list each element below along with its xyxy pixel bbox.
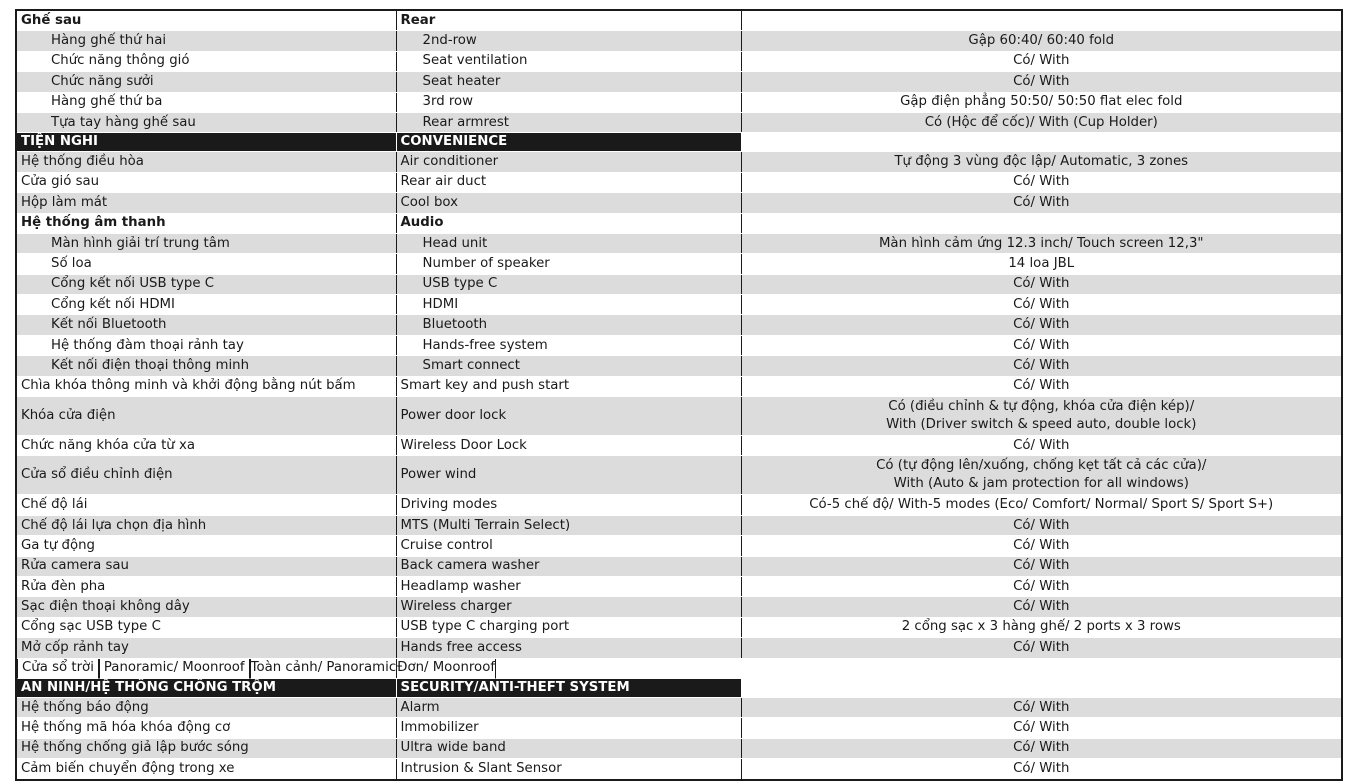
spec-label-en: Air conditioner bbox=[396, 152, 741, 172]
spec-label-en: Audio bbox=[396, 213, 741, 233]
spec-value: Có/ With bbox=[741, 536, 1342, 556]
spec-row bbox=[16, 172, 1342, 192]
spec-label-en: Seat ventilation bbox=[396, 51, 741, 71]
spec-label-en: Rear armrest bbox=[396, 112, 741, 132]
spec-row bbox=[16, 536, 1342, 556]
spec-label-vi: Khóa cửa điện bbox=[16, 397, 396, 436]
spec-label-vi: Ga tự động bbox=[16, 536, 396, 556]
spec-value-split bbox=[250, 659, 496, 679]
spec-row bbox=[16, 31, 1342, 51]
spec-value: Có/ With bbox=[741, 356, 1342, 376]
spec-row bbox=[16, 556, 1342, 576]
spec-value: Có/ With bbox=[741, 738, 1342, 758]
spec-label-en: Intrusion & Slant Sensor bbox=[396, 759, 741, 780]
spec-label-vi: Cửa sổ trời bbox=[17, 659, 99, 679]
spec-row bbox=[16, 759, 1342, 780]
spec-row bbox=[16, 376, 1342, 396]
spec-label-vi: Hệ thống âm thanh bbox=[16, 213, 396, 233]
spec-row bbox=[16, 51, 1342, 71]
spec-row bbox=[16, 335, 1342, 355]
spec-row bbox=[16, 274, 1342, 294]
spec-label-en: Wireless Door Lock bbox=[396, 436, 741, 456]
spec-value: Có/ With bbox=[741, 436, 1342, 456]
spec-row bbox=[16, 356, 1342, 376]
spec-label-vi: Cửa sổ điều chỉnh điện bbox=[16, 456, 396, 495]
spec-value: Có/ With bbox=[741, 718, 1342, 738]
spec-label-en: Head unit bbox=[396, 233, 741, 253]
spec-label-vi: Cổng sạc USB type C bbox=[16, 617, 396, 637]
spec-value-line-2: With (Auto & jam protection for all windows) bbox=[893, 476, 1189, 492]
spec-value: Có/ With bbox=[741, 638, 1342, 658]
spec-label-vi: AN NINH/HỆ THỐNG CHỐNG TRỘM bbox=[16, 679, 396, 698]
spec-value-multiline bbox=[741, 456, 1342, 495]
spec-value-option-b: Đơn/ Moonroof bbox=[396, 659, 495, 678]
spec-label-en: 2nd-row bbox=[396, 31, 741, 51]
spec-label-en: Smart key and push start bbox=[396, 376, 741, 396]
spec-value: Tự động 3 vùng độc lập/ Automatic, 3 zones bbox=[741, 152, 1342, 172]
spec-value: Có/ With bbox=[741, 295, 1342, 315]
spec-label-vi: Tựa tay hàng ghế sau bbox=[16, 112, 396, 132]
spec-row bbox=[16, 718, 1342, 738]
spec-value: Có/ With bbox=[741, 315, 1342, 335]
spec-value: Có/ With bbox=[741, 72, 1342, 92]
spec-row bbox=[16, 233, 1342, 253]
spec-row bbox=[16, 315, 1342, 335]
spec-label-en: Headlamp washer bbox=[396, 576, 741, 596]
spec-label-vi: Rửa đèn pha bbox=[16, 576, 396, 596]
spec-value: Có/ With bbox=[741, 576, 1342, 596]
spec-label-en: Ultra wide band bbox=[396, 738, 741, 758]
spec-label-vi: Mở cốp rảnh tay bbox=[16, 638, 396, 658]
spec-label-vi: Sạc điện thoại không dây bbox=[16, 597, 396, 617]
spec-label-en: Alarm bbox=[396, 697, 741, 717]
spec-value: Có/ With bbox=[741, 759, 1342, 780]
spec-row bbox=[16, 10, 1342, 31]
spec-value: Có/ With bbox=[741, 335, 1342, 355]
spec-row bbox=[17, 659, 396, 679]
spec-label-vi: Hệ thống đàm thoại rảnh tay bbox=[16, 335, 396, 355]
spec-label-en: CONVENIENCE bbox=[396, 133, 741, 152]
spec-row bbox=[16, 193, 1342, 213]
spec-value: Có-5 chế độ/ With-5 modes (Eco/ Comfort/ Normal/ Sport S/ Sport S+) bbox=[741, 495, 1342, 515]
spec-value: Có/ With bbox=[741, 172, 1342, 192]
spec-row bbox=[16, 576, 1342, 596]
spec-value: Có/ With bbox=[741, 697, 1342, 717]
spec-value-option-a: Toàn cảnh/ Panoramic bbox=[250, 659, 397, 675]
spec-label-vi: Cảm biến chuyển động trong xe bbox=[16, 759, 396, 780]
section-header-row bbox=[16, 133, 1342, 152]
spec-value bbox=[741, 10, 1342, 31]
spec-row bbox=[16, 152, 1342, 172]
spec-value: 14 loa JBL bbox=[741, 254, 1342, 274]
spec-value-line-2: With (Driver switch & speed auto, double lock) bbox=[886, 417, 1197, 433]
spec-label-en: HDMI bbox=[396, 295, 741, 315]
spec-label-en: Smart connect bbox=[396, 356, 741, 376]
spec-label-vi: Chìa khóa thông minh và khởi động bằng nút bấm bbox=[16, 376, 396, 396]
spec-label-vi: Chức năng thông gió bbox=[16, 51, 396, 71]
spec-label-vi: Ghế sau bbox=[16, 10, 396, 31]
spec-label-vi: Hệ thống mã hóa khóa động cơ bbox=[16, 718, 396, 738]
spec-value: Có/ With bbox=[741, 51, 1342, 71]
spec-label-en: USB type C bbox=[396, 274, 741, 294]
spec-label-vi: Hàng ghế thứ hai bbox=[16, 31, 396, 51]
spec-label-en: Power wind bbox=[396, 456, 741, 495]
spec-label-vi: Hệ thống điều hòa bbox=[16, 152, 396, 172]
spec-value: Có/ With bbox=[741, 597, 1342, 617]
spec-label-en: 3rd row bbox=[396, 92, 741, 112]
spec-label-en: SECURITY/ANTI-THEFT SYSTEM bbox=[396, 679, 741, 698]
spec-value: Có (Hộc để cốc)/ With (Cup Holder) bbox=[741, 112, 1342, 132]
spec-row bbox=[16, 213, 1342, 233]
spec-label-vi: Màn hình giải trí trung tâm bbox=[16, 233, 396, 253]
spec-label-vi: Chức năng khóa cửa từ xa bbox=[16, 436, 396, 456]
spec-label-vi: Hệ thống chống giả lập bước sóng bbox=[16, 738, 396, 758]
spec-table bbox=[15, 9, 1343, 781]
spec-label-vi: Chế độ lái bbox=[16, 495, 396, 515]
spec-row bbox=[16, 254, 1342, 274]
spec-value-line-1: Có (điều chỉnh & tự động, khóa cửa điện kép)/ bbox=[888, 399, 1195, 415]
spec-row bbox=[16, 295, 1342, 315]
spec-label-en: Cool box bbox=[396, 193, 741, 213]
spec-row bbox=[16, 697, 1342, 717]
spec-value: Có/ With bbox=[741, 274, 1342, 294]
spec-row bbox=[16, 738, 1342, 758]
section-value-blank bbox=[741, 679, 1342, 698]
spec-value: Có/ With bbox=[741, 515, 1342, 535]
spec-label-en: Bluetooth bbox=[396, 315, 741, 335]
spec-label-vi: Cổng kết nối USB type C bbox=[16, 274, 396, 294]
spec-label-en: Cruise control bbox=[396, 536, 741, 556]
spec-label-en: Hands-free system bbox=[396, 335, 741, 355]
spec-label-en: Panoramic/ Moonroof bbox=[99, 659, 250, 679]
spec-row bbox=[16, 397, 1342, 436]
spec-value: Có/ With bbox=[741, 556, 1342, 576]
spec-label-vi: Kết nối Bluetooth bbox=[16, 315, 396, 335]
spec-label-en: Rear bbox=[396, 10, 741, 31]
spec-label-vi: Số loa bbox=[16, 254, 396, 274]
spec-label-en: Rear air duct bbox=[396, 172, 741, 192]
spec-label-en: Immobilizer bbox=[396, 718, 741, 738]
spec-value-line-1: Có (tự động lên/xuống, chống kẹt tất cả các cửa)/ bbox=[876, 458, 1207, 474]
spec-label-vi: Hộp làm mát bbox=[16, 193, 396, 213]
spec-label-vi: Rửa camera sau bbox=[16, 556, 396, 576]
spec-row bbox=[16, 456, 1342, 495]
spec-row bbox=[16, 112, 1342, 132]
spec-value: Gập 60:40/ 60:40 fold bbox=[741, 31, 1342, 51]
spec-table-body bbox=[16, 10, 1342, 780]
spec-label-vi: Chức năng sưởi bbox=[16, 72, 396, 92]
section-value-blank bbox=[741, 133, 1342, 152]
spec-label-vi: TIỆN NGHI bbox=[16, 133, 396, 152]
spec-label-en: Seat heater bbox=[396, 72, 741, 92]
spec-label-en: Power door lock bbox=[396, 397, 741, 436]
spec-label-vi: Hàng ghế thứ ba bbox=[16, 92, 396, 112]
spec-value-multiline bbox=[741, 397, 1342, 436]
spec-label-vi: Chế độ lái lựa chọn địa hình bbox=[16, 515, 396, 535]
spec-row bbox=[16, 638, 1342, 658]
spec-label-en: Number of speaker bbox=[396, 254, 741, 274]
spec-label-en: Back camera washer bbox=[396, 556, 741, 576]
spec-label-en: Driving modes bbox=[396, 495, 741, 515]
spec-label-en: Hands free access bbox=[396, 638, 741, 658]
spec-row bbox=[16, 617, 1342, 637]
spec-value: Có/ With bbox=[741, 193, 1342, 213]
spec-label-vi: Cửa gió sau bbox=[16, 172, 396, 192]
spec-label-en: USB type C charging port bbox=[396, 617, 741, 637]
spec-row bbox=[16, 436, 1342, 456]
spec-value bbox=[741, 213, 1342, 233]
spec-label-vi: Kết nối điện thoại thông minh bbox=[16, 356, 396, 376]
spec-value: Có/ With bbox=[741, 376, 1342, 396]
spec-label-vi: Cổng kết nối HDMI bbox=[16, 295, 396, 315]
spec-row bbox=[16, 72, 1342, 92]
spec-row bbox=[16, 92, 1342, 112]
spec-row bbox=[16, 515, 1342, 535]
spec-value: 2 cổng sạc x 3 hàng ghế/ 2 ports x 3 rows bbox=[741, 617, 1342, 637]
spec-row bbox=[16, 597, 1342, 617]
spec-value: Màn hình cảm ứng 12.3 inch/ Touch screen 12,3" bbox=[741, 233, 1342, 253]
spec-row bbox=[16, 495, 1342, 515]
spec-label-en: MTS (Multi Terrain Select) bbox=[396, 515, 741, 535]
spec-value: Gập điện phẳng 50:50/ 50:50 flat elec fold bbox=[741, 92, 1342, 112]
spec-label-vi: Hệ thống báo động bbox=[16, 697, 396, 717]
spec-label-en: Wireless charger bbox=[396, 597, 741, 617]
section-header-row bbox=[16, 679, 1342, 698]
